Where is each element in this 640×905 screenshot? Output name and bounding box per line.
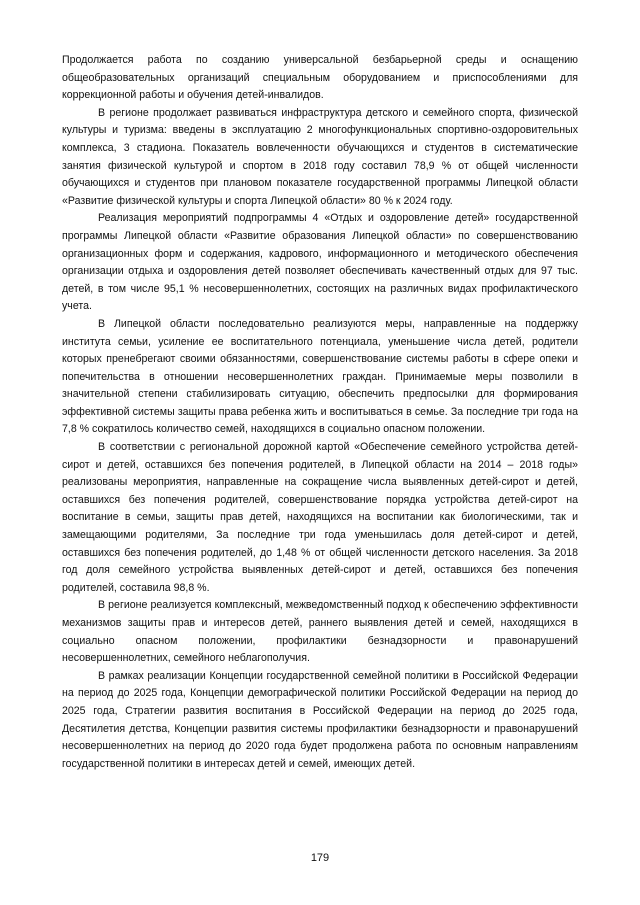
paragraph-recreation: Реализация мероприятий подпрограммы 4 «Отдых и оздоровление детей» государственной программы Липецкой области «Развитие образования Липецкой области» по совершенствованию организационных форм и содержания, кадрового, информационного и методического обеспечения организации отдыха и оздоровления детей позволяет обеспечивать качественный отдых для 97 тыс. детей, в том числе 95,1 % несовершеннолетних, состоящих на различных видах профилактического учета.	[62, 212, 578, 313]
paragraph-child-rights: В регионе реализуется комплексный, межведомственный подход к обеспечению эффективности механизмов защиты прав и интересов детей, раннего выявления детей и семей, находящихся в социально опасном положении, профилактики безнадзорности и правонарушений несовершеннолетних, семейного неблагополучия.	[62, 599, 578, 665]
page-number: 179	[310, 852, 330, 864]
document-body	[62, 52, 578, 773]
paragraph-concepts: В рамках реализации Концепции государственной семейной политики в Российской Федерации на период до 2025 года, Концепции демографической политики Российской Федерации на период до 2025 года, Стратегии развития воспитания в Российской Федерации на период до 2025 года, Десятилетия детства, Концепции развития системы профилактики безнадзорности и правонарушений несовершеннолетних на период до 2020 года будет продолжена работа по основным направлениям государственной политики в интересах детей и семей, имеющих детей.	[62, 669, 578, 770]
paragraph-family-support: В Липецкой области последовательно реализуются меры, направленные на поддержку института семьи, усиление ее воспитательного потенциала, уменьшение числа детей, родители которых пренебрегают своими обязанностями, совершенствование системы работы в сфере опеки и попечительства в отношении несовершеннолетних граждан. Принимаемые меры позволили в значительной степени стабилизировать ситуацию, обеспечить предпосылки для формирования эффективной системы защиты права ребенка жить и воспитываться в семье. За последние три года на 7,8 % сократилось количество семей, находящихся в социально опасном положении.	[62, 317, 578, 436]
paragraph-barrier-free: Продолжается работа по созданию универсальной безбарьерной среды и оснащению общеобразовательных организаций специальным оборудованием и приспособлениями для коррекционной работы и обучения детей-инвалидов.	[62, 54, 578, 102]
paragraph-orphans: В соответствии с региональной дорожной картой «Обеспечение семейного устройства детей-сирот и детей, оставшихся без попечения родителей, в Липецкой области на 2014 – 2018 годы» реализованы мероприятия, направленные на сокращение числа выявленных детей-сирот и детей, оставшихся без попечения родителей, совершенствование порядка устройства детей-сирот на воспитание в семьи, защиты прав детей, находящихся на воспитании как биологическими, так и замещающими родителями, За последние три года уменьшилась доля детей-сирот и детей, оставшихся без попечения родителей, до 1,48 % от общей численности детского населения. За 2018 год доля семейного устройства выявленных детей-сирот и детей, оставшихся без попечения родителей, составила 98,8 %.	[62, 441, 578, 594]
paragraph-sport: В регионе продолжает развиваться инфраструктура детского и семейного спорта, физической культуры и туризма: введены в эксплуатацию 2 многофункциональных спортивно-оздоровительных комплекса, 3 стадиона. Показатель вовлеченности обучающихся и студентов в систематические занятия физической культурой и спортом в 2018 году составил 78,9 % от общей численности обучающихся и студентов при плановом показателе государственной программы Липецкой области «Развитие физической культуры и спорта Липецкой области» 80 % к 2024 году.	[62, 106, 578, 207]
